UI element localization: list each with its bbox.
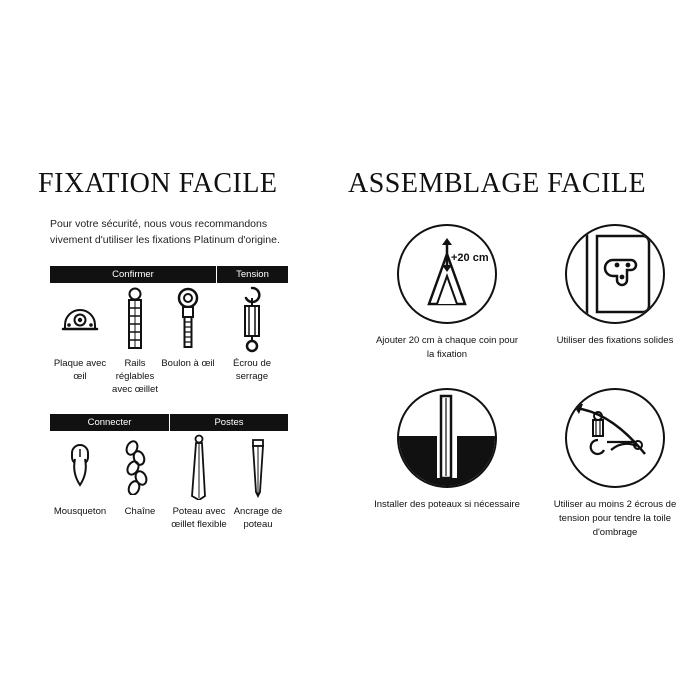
label-carabiner: Mousqueton xyxy=(53,506,107,517)
label-chain: Chaîne xyxy=(124,506,156,517)
table-top-header-tension: Tension xyxy=(236,269,269,280)
label-eye-bolt: Boulon à œil xyxy=(161,358,215,369)
table-bottom-header-connecter: Connecter xyxy=(87,417,132,428)
fixation-table-top xyxy=(50,266,288,396)
label-post-with-eyelet: Poteau avec œillet flexible xyxy=(171,506,227,530)
eye-plate-icon xyxy=(50,283,110,355)
assembly-step-3 xyxy=(372,388,522,512)
post-in-ground-icon xyxy=(397,388,497,488)
table-bottom-header-row xyxy=(50,414,288,431)
left-intro-text: Pour votre sécurité, nous vous recommandons vivement d'utiliser les fixations Platinum d'origine. xyxy=(50,218,280,246)
measure-corner-icon xyxy=(397,224,497,324)
carabiner-icon xyxy=(50,431,110,503)
wall-fixing-icon xyxy=(565,224,665,324)
table-bottom-header-postes: Postes xyxy=(214,417,244,428)
label-adjustable-rail: Rails réglables avec œillet xyxy=(112,358,158,395)
tension-nuts-icon xyxy=(565,388,665,488)
fixation-table-bottom xyxy=(50,414,288,531)
table-bottom-labels xyxy=(50,505,288,531)
caption-step-1: Ajouter 20 cm à chaque coin pour la fixation xyxy=(375,335,519,360)
caption-step-4: Utiliser au moins 2 écrous de tension pour tendre la toile d'ombrage xyxy=(553,499,677,538)
table-top-header-row xyxy=(50,266,288,283)
caption-step-2: Utiliser des fixations solides xyxy=(556,335,674,346)
chain-icon xyxy=(110,431,170,503)
post-with-eyelet-icon xyxy=(170,431,228,503)
right-section-heading: ASSEMBLAGE FACILE xyxy=(348,168,647,199)
assembly-step-4 xyxy=(540,388,690,540)
adjustable-rail-icon xyxy=(110,283,160,355)
table-top-labels xyxy=(50,357,288,396)
left-section-heading: FIXATION FACILE xyxy=(38,168,278,199)
turnbuckle-icon xyxy=(216,283,288,355)
table-top-header-confirmer: Confirmer xyxy=(112,269,154,280)
badge-plus-20cm: +20 cm xyxy=(451,252,489,264)
label-eye-plate: Plaque avec œil xyxy=(53,358,107,382)
eye-bolt-icon xyxy=(160,283,216,355)
caption-step-3: Installer des poteaux si nécessaire xyxy=(374,499,520,510)
post-anchor-icon xyxy=(228,431,288,503)
assembly-step-2 xyxy=(540,224,690,348)
label-post-anchor: Ancrage de poteau xyxy=(233,506,283,530)
label-turnbuckle: Écrou de serrage xyxy=(232,358,272,382)
table-top-icons xyxy=(50,283,288,355)
assembly-step-1 xyxy=(372,224,522,362)
table-bottom-icons xyxy=(50,431,288,503)
